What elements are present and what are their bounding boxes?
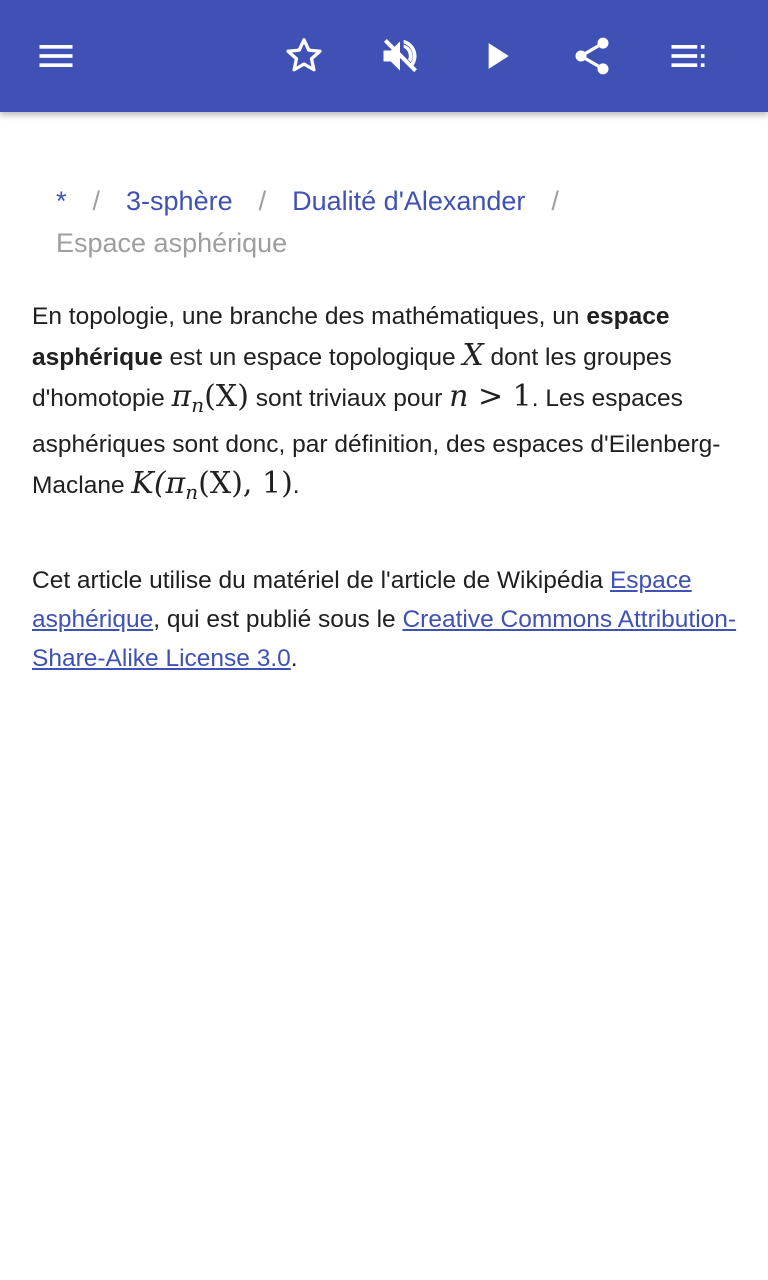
math-homotopy-group xyxy=(171,379,249,417)
favorite-button[interactable] xyxy=(272,24,336,88)
article-paragraph-attribution xyxy=(32,561,738,678)
breadcrumb-separator: / xyxy=(258,186,267,216)
math-inequality xyxy=(449,379,532,414)
math-k-pi: K(π xyxy=(131,466,186,501)
article-paragraph-definition xyxy=(32,297,738,512)
text: . xyxy=(290,645,298,672)
text: , qui est publié sous le xyxy=(153,606,403,633)
math-n: n xyxy=(449,379,469,414)
bold-term: espace asphérique xyxy=(32,303,670,371)
app-toolbar xyxy=(0,0,768,112)
text: dont les groupes d'homotopie xyxy=(32,344,672,412)
math-pi: π xyxy=(171,379,192,414)
breadcrumb-item-3-sphere[interactable]: 3-sphère xyxy=(126,186,233,216)
text: . Les espaces asphériques sont donc, par définition, des espaces d'Eilenberg-Maclane xyxy=(32,385,721,499)
breadcrumb-current: Espace asphérique xyxy=(56,228,288,258)
license-link[interactable]: Creative Commons Attribution-Share-Alike License 3.0 xyxy=(32,606,737,672)
text: Cet article utilise du matériel de l'article de Wikipédia xyxy=(32,567,610,594)
play-button[interactable] xyxy=(464,24,528,88)
math-eilenberg-maclane xyxy=(131,466,293,504)
table-of-contents-button[interactable] xyxy=(656,24,720,88)
menu-icon xyxy=(34,34,78,78)
wikipedia-article-link[interactable]: Espace asphérique xyxy=(32,567,692,633)
playlist-icon xyxy=(666,34,710,78)
math-argument: (X) xyxy=(204,379,249,414)
breadcrumb-separator: / xyxy=(551,186,559,216)
text: En topologie, une branche des mathématiques, un xyxy=(32,303,587,330)
math-comparison: > 1 xyxy=(468,379,532,414)
volume-off-icon xyxy=(378,34,422,78)
play-icon xyxy=(474,34,518,78)
text: . xyxy=(292,472,300,499)
breadcrumb-item-root[interactable]: * xyxy=(56,186,67,216)
share-button[interactable] xyxy=(560,24,624,88)
star-outline-icon xyxy=(282,34,326,78)
math-subscript: n xyxy=(191,393,205,417)
mute-button[interactable] xyxy=(368,24,432,88)
math-subscript: n xyxy=(185,480,199,504)
math-x: X xyxy=(462,338,484,373)
math-argument: (X), 1) xyxy=(198,466,293,501)
text: est un espace topologique xyxy=(162,344,463,371)
breadcrumb-item-dualite-alexander[interactable]: Dualité d'Alexander xyxy=(292,186,526,216)
share-icon xyxy=(570,34,614,78)
text: sont triviaux pour xyxy=(248,385,450,412)
breadcrumb-separator: / xyxy=(92,186,101,216)
menu-button[interactable] xyxy=(24,24,88,88)
breadcrumb xyxy=(56,180,736,264)
